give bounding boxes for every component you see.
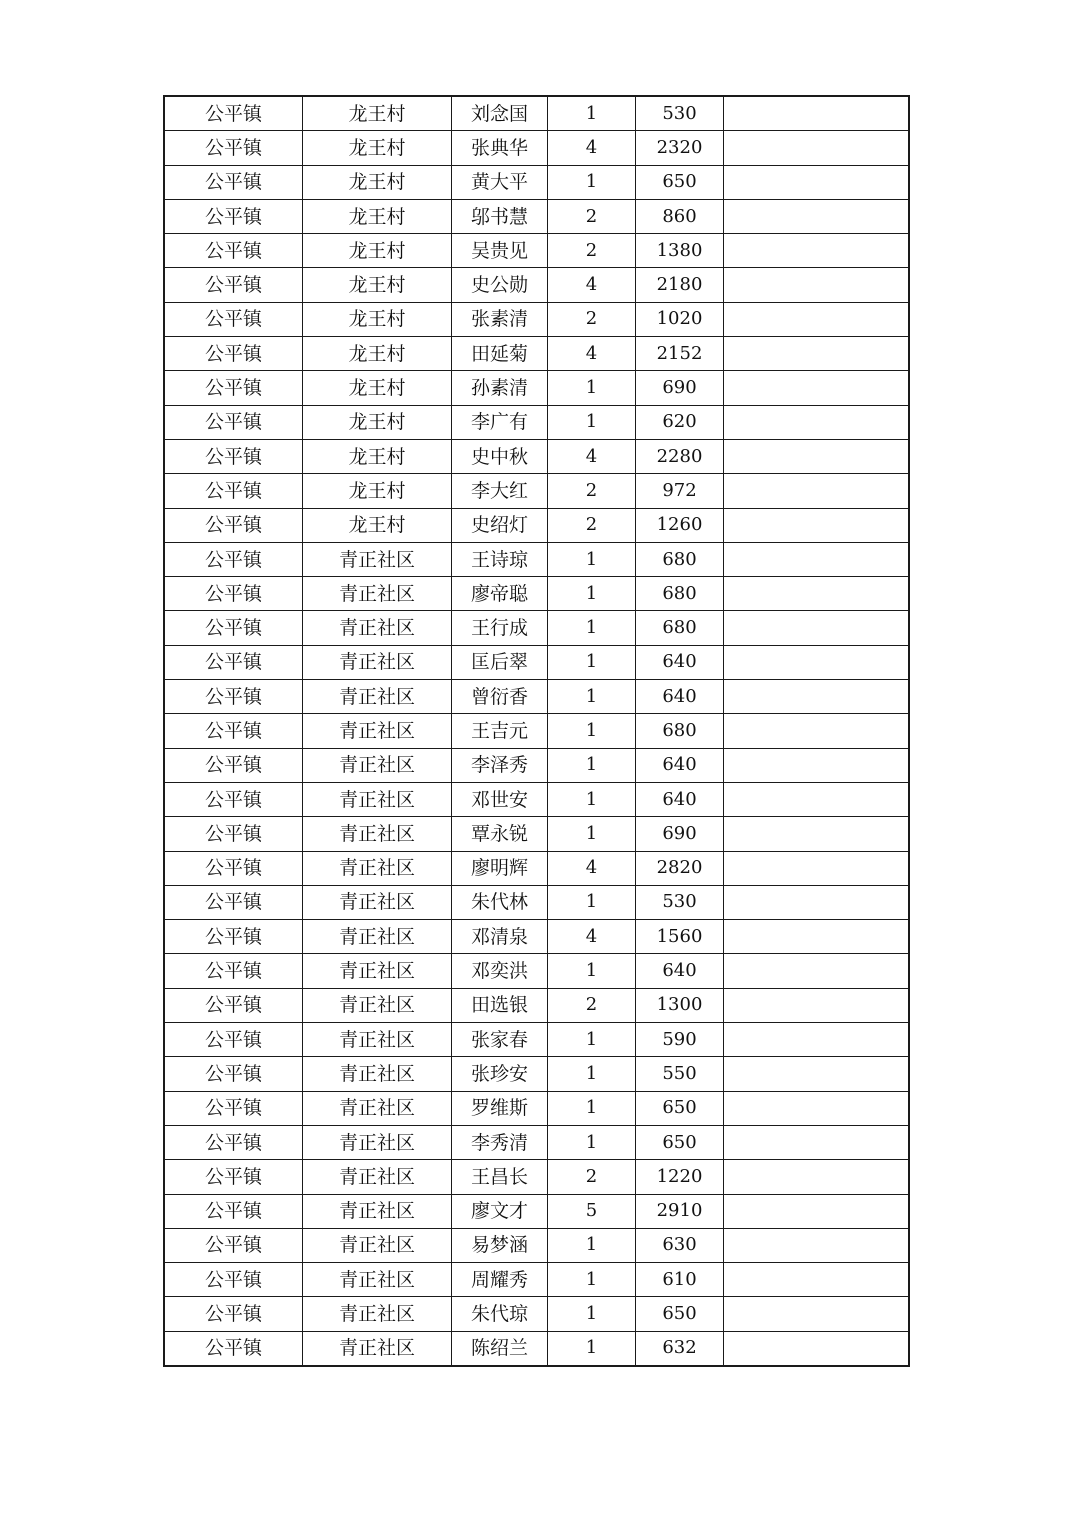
person-name-cell: 史中秋	[452, 439, 548, 473]
household-count-cell: 1	[548, 405, 636, 439]
household-count-cell: 1	[548, 1125, 636, 1159]
table-row	[165, 199, 909, 233]
amount-cell: 2910	[636, 1194, 724, 1228]
note-cell	[724, 1160, 909, 1194]
town-cell: 公平镇	[165, 97, 303, 131]
note-cell	[724, 1125, 909, 1159]
table-row	[165, 1194, 909, 1228]
town-cell: 公平镇	[165, 1263, 303, 1297]
village-cell: 青正社区	[303, 1023, 452, 1057]
note-cell	[724, 954, 909, 988]
village-cell: 青正社区	[303, 1228, 452, 1262]
table-row	[165, 851, 909, 885]
person-name-cell: 史公勋	[452, 268, 548, 302]
village-cell: 青正社区	[303, 645, 452, 679]
household-count-cell: 4	[548, 920, 636, 954]
amount-cell: 640	[636, 782, 724, 816]
household-count-cell: 4	[548, 131, 636, 165]
person-name-cell: 李秀清	[452, 1125, 548, 1159]
person-name-cell: 覃永锐	[452, 817, 548, 851]
town-cell: 公平镇	[165, 851, 303, 885]
village-cell: 青正社区	[303, 1297, 452, 1331]
household-count-cell: 1	[548, 1023, 636, 1057]
person-name-cell: 易梦涵	[452, 1228, 548, 1262]
amount-cell: 2280	[636, 439, 724, 473]
table-row	[165, 611, 909, 645]
household-count-cell: 1	[548, 1057, 636, 1091]
person-name-cell: 李泽秀	[452, 748, 548, 782]
table-row	[165, 302, 909, 336]
village-cell: 龙王村	[303, 405, 452, 439]
note-cell	[724, 885, 909, 919]
person-name-cell: 田延菊	[452, 337, 548, 371]
table-row	[165, 577, 909, 611]
town-cell: 公平镇	[165, 611, 303, 645]
note-cell	[724, 714, 909, 748]
household-count-cell: 2	[548, 234, 636, 268]
person-name-cell: 朱代林	[452, 885, 548, 919]
person-name-cell: 邓世安	[452, 782, 548, 816]
table-row	[165, 1023, 909, 1057]
note-cell	[724, 165, 909, 199]
amount-cell: 640	[636, 680, 724, 714]
household-count-cell: 1	[548, 817, 636, 851]
note-cell	[724, 371, 909, 405]
note-cell	[724, 1331, 909, 1365]
town-cell: 公平镇	[165, 302, 303, 336]
village-cell: 青正社区	[303, 1057, 452, 1091]
town-cell: 公平镇	[165, 1228, 303, 1262]
person-name-cell: 吴贵见	[452, 234, 548, 268]
village-cell: 青正社区	[303, 851, 452, 885]
amount-cell: 640	[636, 748, 724, 782]
town-cell: 公平镇	[165, 1160, 303, 1194]
amount-cell: 550	[636, 1057, 724, 1091]
village-cell: 龙王村	[303, 439, 452, 473]
village-cell: 龙王村	[303, 97, 452, 131]
town-cell: 公平镇	[165, 268, 303, 302]
person-name-cell: 刘念国	[452, 97, 548, 131]
amount-cell: 530	[636, 97, 724, 131]
household-count-cell: 4	[548, 851, 636, 885]
amount-cell: 650	[636, 1297, 724, 1331]
data-table	[164, 96, 909, 1366]
note-cell	[724, 474, 909, 508]
amount-cell: 2180	[636, 268, 724, 302]
town-cell: 公平镇	[165, 577, 303, 611]
table-row	[165, 1160, 909, 1194]
amount-cell: 680	[636, 542, 724, 576]
note-cell	[724, 97, 909, 131]
household-count-cell: 4	[548, 268, 636, 302]
person-name-cell: 匡后翠	[452, 645, 548, 679]
household-count-cell: 1	[548, 577, 636, 611]
town-cell: 公平镇	[165, 714, 303, 748]
amount-cell: 1220	[636, 1160, 724, 1194]
village-cell: 青正社区	[303, 1160, 452, 1194]
table-row	[165, 748, 909, 782]
village-cell: 青正社区	[303, 1263, 452, 1297]
village-cell: 青正社区	[303, 1125, 452, 1159]
town-cell: 公平镇	[165, 988, 303, 1022]
table-row	[165, 1091, 909, 1125]
amount-cell: 632	[636, 1331, 724, 1365]
household-count-cell: 1	[548, 165, 636, 199]
note-cell	[724, 508, 909, 542]
household-count-cell: 1	[548, 714, 636, 748]
town-cell: 公平镇	[165, 1194, 303, 1228]
person-name-cell: 张家春	[452, 1023, 548, 1057]
note-cell	[724, 131, 909, 165]
village-cell: 青正社区	[303, 680, 452, 714]
amount-cell: 650	[636, 1091, 724, 1125]
table-row	[165, 474, 909, 508]
note-cell	[724, 1297, 909, 1331]
table-row	[165, 268, 909, 302]
note-cell	[724, 1091, 909, 1125]
note-cell	[724, 405, 909, 439]
person-name-cell: 李广有	[452, 405, 548, 439]
table-row	[165, 1057, 909, 1091]
amount-cell: 860	[636, 199, 724, 233]
note-cell	[724, 542, 909, 576]
village-cell: 龙王村	[303, 337, 452, 371]
table-row	[165, 817, 909, 851]
town-cell: 公平镇	[165, 165, 303, 199]
town-cell: 公平镇	[165, 1297, 303, 1331]
town-cell: 公平镇	[165, 474, 303, 508]
table-body	[165, 97, 909, 1366]
table-row	[165, 405, 909, 439]
town-cell: 公平镇	[165, 234, 303, 268]
village-cell: 青正社区	[303, 817, 452, 851]
town-cell: 公平镇	[165, 885, 303, 919]
amount-cell: 690	[636, 817, 724, 851]
town-cell: 公平镇	[165, 920, 303, 954]
table-row	[165, 508, 909, 542]
amount-cell: 972	[636, 474, 724, 508]
town-cell: 公平镇	[165, 508, 303, 542]
town-cell: 公平镇	[165, 782, 303, 816]
person-name-cell: 史绍灯	[452, 508, 548, 542]
amount-cell: 680	[636, 714, 724, 748]
household-count-cell: 2	[548, 1160, 636, 1194]
table-row	[165, 954, 909, 988]
table-row	[165, 782, 909, 816]
note-cell	[724, 611, 909, 645]
town-cell: 公平镇	[165, 1057, 303, 1091]
table-row	[165, 885, 909, 919]
amount-cell: 1560	[636, 920, 724, 954]
person-name-cell: 廖明辉	[452, 851, 548, 885]
town-cell: 公平镇	[165, 1125, 303, 1159]
note-cell	[724, 817, 909, 851]
village-cell: 龙王村	[303, 508, 452, 542]
village-cell: 青正社区	[303, 920, 452, 954]
village-cell: 青正社区	[303, 1194, 452, 1228]
amount-cell: 1260	[636, 508, 724, 542]
village-cell: 龙王村	[303, 371, 452, 405]
village-cell: 龙王村	[303, 131, 452, 165]
village-cell: 青正社区	[303, 577, 452, 611]
town-cell: 公平镇	[165, 645, 303, 679]
table-row	[165, 1125, 909, 1159]
note-cell	[724, 268, 909, 302]
person-name-cell: 王吉元	[452, 714, 548, 748]
amount-cell: 690	[636, 371, 724, 405]
person-name-cell: 邓清泉	[452, 920, 548, 954]
amount-cell: 620	[636, 405, 724, 439]
table-row	[165, 1263, 909, 1297]
person-name-cell: 王昌长	[452, 1160, 548, 1194]
village-cell: 青正社区	[303, 611, 452, 645]
table-row	[165, 97, 909, 131]
village-cell: 青正社区	[303, 1091, 452, 1125]
household-count-cell: 1	[548, 371, 636, 405]
household-count-cell: 2	[548, 199, 636, 233]
person-name-cell: 王诗琼	[452, 542, 548, 576]
note-cell	[724, 234, 909, 268]
amount-cell: 1300	[636, 988, 724, 1022]
amount-cell: 650	[636, 165, 724, 199]
amount-cell: 590	[636, 1023, 724, 1057]
amount-cell: 2820	[636, 851, 724, 885]
person-name-cell: 李大红	[452, 474, 548, 508]
amount-cell: 630	[636, 1228, 724, 1262]
note-cell	[724, 1228, 909, 1262]
village-cell: 龙王村	[303, 234, 452, 268]
amount-cell: 2152	[636, 337, 724, 371]
town-cell: 公平镇	[165, 405, 303, 439]
note-cell	[724, 680, 909, 714]
person-name-cell: 田选银	[452, 988, 548, 1022]
person-name-cell: 廖文才	[452, 1194, 548, 1228]
household-count-cell: 1	[548, 748, 636, 782]
household-count-cell: 4	[548, 337, 636, 371]
town-cell: 公平镇	[165, 199, 303, 233]
amount-cell: 530	[636, 885, 724, 919]
table-row	[165, 1331, 909, 1365]
person-name-cell: 曾衍香	[452, 680, 548, 714]
household-count-cell: 1	[548, 1228, 636, 1262]
person-name-cell: 邓奕洪	[452, 954, 548, 988]
amount-cell: 640	[636, 645, 724, 679]
household-count-cell: 1	[548, 680, 636, 714]
town-cell: 公平镇	[165, 680, 303, 714]
amount-cell: 2320	[636, 131, 724, 165]
household-count-cell: 1	[548, 611, 636, 645]
household-count-cell: 1	[548, 1331, 636, 1365]
household-count-cell: 1	[548, 885, 636, 919]
town-cell: 公平镇	[165, 817, 303, 851]
person-name-cell: 王行成	[452, 611, 548, 645]
note-cell	[724, 199, 909, 233]
note-cell	[724, 1194, 909, 1228]
village-cell: 青正社区	[303, 782, 452, 816]
person-name-cell: 廖帝聪	[452, 577, 548, 611]
household-count-cell: 1	[548, 97, 636, 131]
household-count-cell: 2	[548, 508, 636, 542]
note-cell	[724, 988, 909, 1022]
town-cell: 公平镇	[165, 1091, 303, 1125]
note-cell	[724, 439, 909, 473]
village-cell: 龙王村	[303, 199, 452, 233]
amount-cell: 650	[636, 1125, 724, 1159]
table-row	[165, 165, 909, 199]
household-count-cell: 4	[548, 439, 636, 473]
household-count-cell: 2	[548, 302, 636, 336]
note-cell	[724, 920, 909, 954]
table-row	[165, 988, 909, 1022]
table-row	[165, 371, 909, 405]
amount-cell: 1380	[636, 234, 724, 268]
town-cell: 公平镇	[165, 337, 303, 371]
note-cell	[724, 748, 909, 782]
village-cell: 青正社区	[303, 1331, 452, 1365]
village-cell: 龙王村	[303, 165, 452, 199]
household-count-cell: 1	[548, 1263, 636, 1297]
table-row	[165, 542, 909, 576]
household-count-cell: 1	[548, 782, 636, 816]
person-name-cell: 朱代琼	[452, 1297, 548, 1331]
person-name-cell: 张素清	[452, 302, 548, 336]
village-cell: 青正社区	[303, 885, 452, 919]
table-row	[165, 1228, 909, 1262]
household-count-cell: 2	[548, 474, 636, 508]
amount-cell: 680	[636, 611, 724, 645]
table-row	[165, 131, 909, 165]
note-cell	[724, 645, 909, 679]
table-row	[165, 337, 909, 371]
note-cell	[724, 337, 909, 371]
town-cell: 公平镇	[165, 542, 303, 576]
village-cell: 青正社区	[303, 748, 452, 782]
person-name-cell: 邬书慧	[452, 199, 548, 233]
person-name-cell: 张珍安	[452, 1057, 548, 1091]
village-cell: 龙王村	[303, 474, 452, 508]
town-cell: 公平镇	[165, 371, 303, 405]
village-cell: 龙王村	[303, 302, 452, 336]
note-cell	[724, 1057, 909, 1091]
town-cell: 公平镇	[165, 131, 303, 165]
household-count-cell: 1	[548, 645, 636, 679]
person-name-cell: 张典华	[452, 131, 548, 165]
person-name-cell: 黄大平	[452, 165, 548, 199]
town-cell: 公平镇	[165, 748, 303, 782]
village-cell: 龙王村	[303, 268, 452, 302]
village-cell: 青正社区	[303, 714, 452, 748]
amount-cell: 1020	[636, 302, 724, 336]
table-row	[165, 234, 909, 268]
person-name-cell: 孙素清	[452, 371, 548, 405]
amount-cell: 610	[636, 1263, 724, 1297]
note-cell	[724, 577, 909, 611]
table-row	[165, 680, 909, 714]
note-cell	[724, 1263, 909, 1297]
table-row	[165, 1297, 909, 1331]
household-count-cell: 1	[548, 1297, 636, 1331]
household-count-cell: 2	[548, 988, 636, 1022]
person-name-cell: 罗维斯	[452, 1091, 548, 1125]
village-cell: 青正社区	[303, 988, 452, 1022]
household-count-cell: 1	[548, 1091, 636, 1125]
table-row	[165, 439, 909, 473]
household-count-cell: 1	[548, 954, 636, 988]
town-cell: 公平镇	[165, 954, 303, 988]
note-cell	[724, 851, 909, 885]
person-name-cell: 周耀秀	[452, 1263, 548, 1297]
note-cell	[724, 302, 909, 336]
household-count-cell: 1	[548, 542, 636, 576]
town-cell: 公平镇	[165, 1331, 303, 1365]
amount-cell: 640	[636, 954, 724, 988]
town-cell: 公平镇	[165, 439, 303, 473]
person-name-cell: 陈绍兰	[452, 1331, 548, 1365]
amount-cell: 680	[636, 577, 724, 611]
village-cell: 青正社区	[303, 954, 452, 988]
town-cell: 公平镇	[165, 1023, 303, 1057]
note-cell	[724, 1023, 909, 1057]
village-cell: 青正社区	[303, 542, 452, 576]
table-row	[165, 645, 909, 679]
household-count-cell: 5	[548, 1194, 636, 1228]
note-cell	[724, 782, 909, 816]
table-row	[165, 920, 909, 954]
table-row	[165, 714, 909, 748]
